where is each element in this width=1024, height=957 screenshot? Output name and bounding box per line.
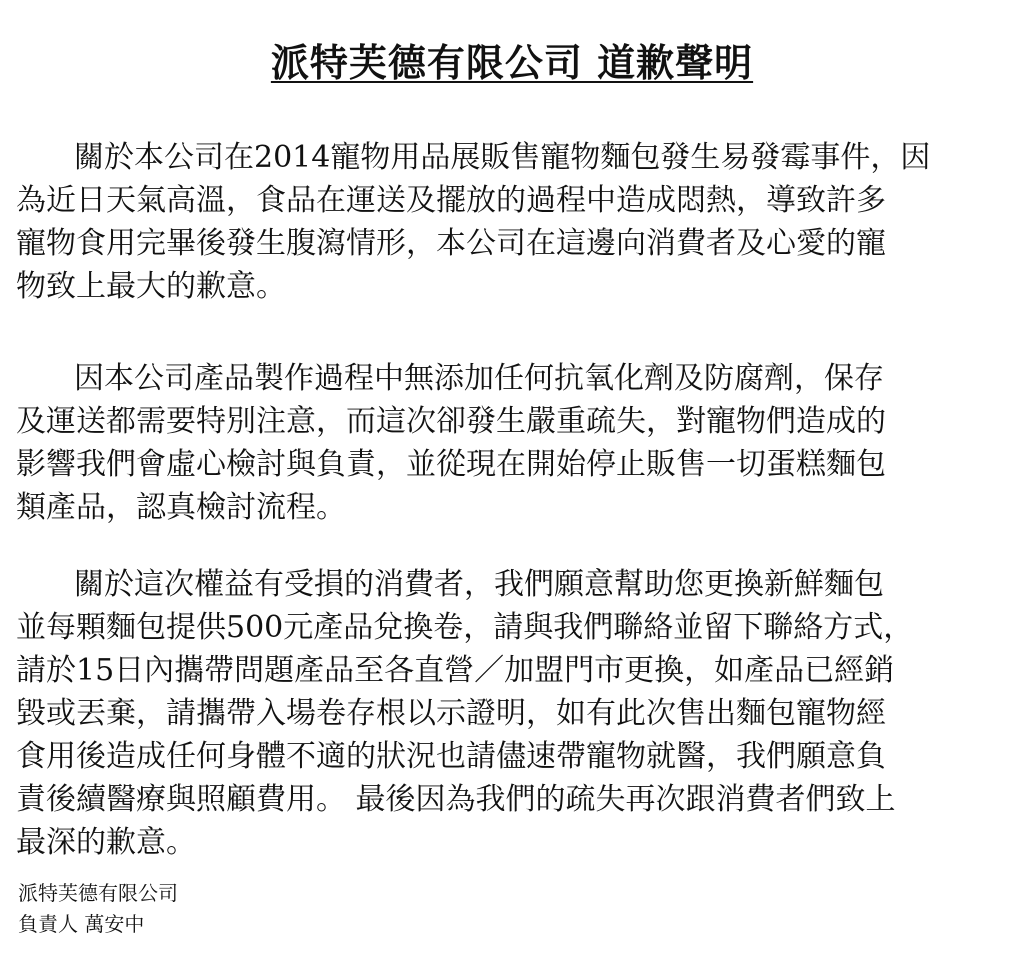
- paragraph-3-line: 最深的歉意。: [16, 825, 196, 860]
- paragraph-3-line: 請於15日內攜帶問題產品至各直營／加盟門市更換，如產品已經銷: [16, 653, 895, 688]
- paragraph-3: [16, 563, 913, 864]
- signature-company: 派特芙德有限公司: [18, 881, 178, 905]
- paragraph-2-line: 影響我們會虛心檢討與負責，並從現在開始停止販售一切蛋糕麵包: [16, 447, 886, 482]
- paragraph-3-line: 責後續醫療與照顧費用。 最後因為我們的疏失再次跟消費者們致上: [16, 782, 896, 817]
- paragraph-1-line: 關於本公司在2014寵物用品展販售寵物麵包發生易發霉事件，因: [74, 140, 931, 175]
- paragraph-1-line: 為近日天氣高溫，食品在運送及擺放的過程中造成悶熱，導致許多: [16, 183, 886, 218]
- statement-title-text: 派特芙德有限公司 道歉聲明: [270, 41, 754, 85]
- paragraph-3-line: 毀或丟棄，請攜帶入場卷存根以示證明，如有此次售出麵包寵物經: [16, 696, 886, 731]
- signature-person: 負責人 萬安中: [18, 912, 145, 936]
- paragraph-1-line: 物致上最大的歉意。: [16, 269, 286, 304]
- paragraph-2-line: 類產品，認真檢討流程。: [16, 490, 346, 525]
- paragraph-3-line: 關於這次權益有受損的消費者，我們願意幫助您更換新鮮麵包: [74, 567, 884, 602]
- paragraph-2-line: 因本公司產品製作過程中無添加任何抗氧化劑及防腐劑，保存: [74, 361, 884, 396]
- paragraph-2: [16, 357, 886, 529]
- paragraph-1: [16, 136, 930, 308]
- paragraph-2-line: 及運送都需要特別注意，而這次卻發生嚴重疏失，對寵物們造成的: [16, 404, 886, 439]
- paragraph-3-line: 並每顆麵包提供500元產品兌換卷，請與我們聯絡並留下聯絡方式，: [16, 610, 914, 645]
- signature-block: [18, 878, 178, 940]
- paragraph-1-line: 寵物食用完畢後發生腹瀉情形，本公司在這邊向消費者及心愛的寵: [16, 226, 886, 261]
- statement-title: [0, 38, 1024, 88]
- paragraph-3-line: 食用後造成任何身體不適的狀況也請儘速帶寵物就醫，我們願意負: [16, 739, 886, 774]
